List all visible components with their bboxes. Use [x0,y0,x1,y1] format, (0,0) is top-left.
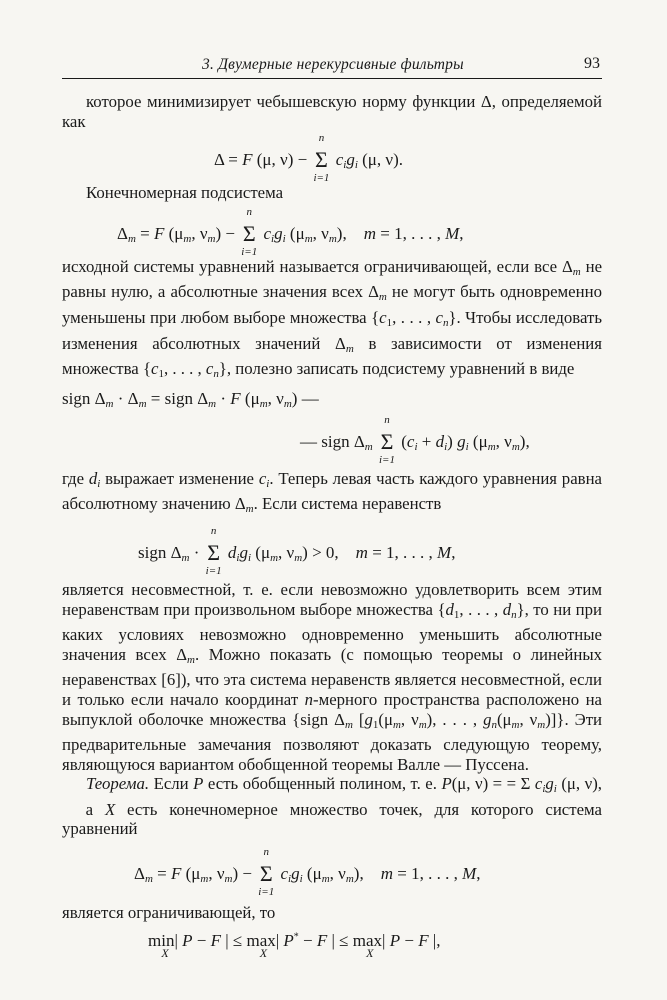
running-header [62,52,602,79]
paragraph-theorem: Теорема. Если P есть обобщенный полином, т. е. P(μ, ν) = = Σ $c_ig_i$ (μ, ν), а X есть конечномерное множество точек, для которого система уравнений [62,774,602,839]
theorem-label: Теорема. [86,774,150,794]
equation-sign: sign $\Delta_m \cdot \Delta_m$ = sign $\Delta_m \cdot F$ ($\mu_m$, $\nu_m$) — — sign $\Delta_m$ n Σ i=1 $(c_i + d_i)$ $g_i$ ($\mu_m$, $\nu_m$), [62,388,530,466]
page-number: 93 [584,55,600,72]
equation-inequalities: sign $\Delta_m$ · n Σ i=1 $d_ig_i$ ($\mu_m$, $\nu_m) > 0$, m = 1, . . . , M, [138,524,456,577]
paragraph-4: где $d_i$ выражает изменение $c_i$. Теперь левая часть каждого уравнения равна абсолютному значению $\Delta_m$. Если система неравенств [62,468,603,516]
page-body [62,92,602,969]
running-title: 3. Двумерные нерекурсивные фильтры [202,56,464,73]
equation-theorem-system: $\Delta_m = F$ ($\mu_m$, $\nu_m$) − n Σ i=1 $c_ig_i$ ($\mu_m$, $\nu_m$), m = 1, . . . , M, [134,846,481,899]
equation-delta: Δ = F (μ, ν) − n Σ i=1 $c_ig_i$ (μ, ν). [214,132,403,185]
paragraph-7: является ограничивающей, то [62,903,276,923]
equation-subsystem: $\Delta_m = F$ ($\mu_m$, $\nu_m$) − n Σ i=1 $c_ig_i$ ($\mu_m$, $\nu_m$), m = 1, . . . , M, [117,205,464,258]
paragraph-5: является несовместной, т. е. если невозможно удовлетворить всем этим неравенствам при произвольном выборе множества {$d_1$, . . . , $d_n$}, то ни при каких условиях невозможно одновременно уменьшить абсолютные значения всех $\Delta_m$. Можно показать (с помощью теоремы о линейных неравенствах [6]), что эта система неравенств является несовместной, если и только если начало координат n-мерного пространства расположено на выпуклой оболочке множества {sign $\Delta_m$ [$g_1(\mu_m$, $\nu_m$), . . . , $g_n(\mu_m$, $\nu_m$)]}. Эти предварительные замечания позволяют доказать следующую теорему, являющуюся вариантом обобщенной теоремы Валле — Пуссена. [62,579,603,774]
equation-minmax: min X | P − F | ≤ max X | P* − F | ≤ max X | P − F |, [148,930,441,960]
paragraph-1: которое минимизирует чебышевскую норму функции Δ, определяемой как [62,92,602,131]
paragraph-3: исходной системы уравнений называется ограничивающей, если все $\Delta_m$ не равны нулю, а абсолютные значения всех $\Delta_m$ не могут быть одновременно уменьшены при любом выборе множества {$c_1$, . . . , $c_n$}. Чтобы исследовать изменения абсолютных значений $\Delta_m$ в зависимости от изменения множества {$c_1$, . . . , $c_n$}, полезно записать подсистему уравнений в виде [62,256,603,381]
paragraph-2: Конечномерная подсистема [86,183,284,203]
